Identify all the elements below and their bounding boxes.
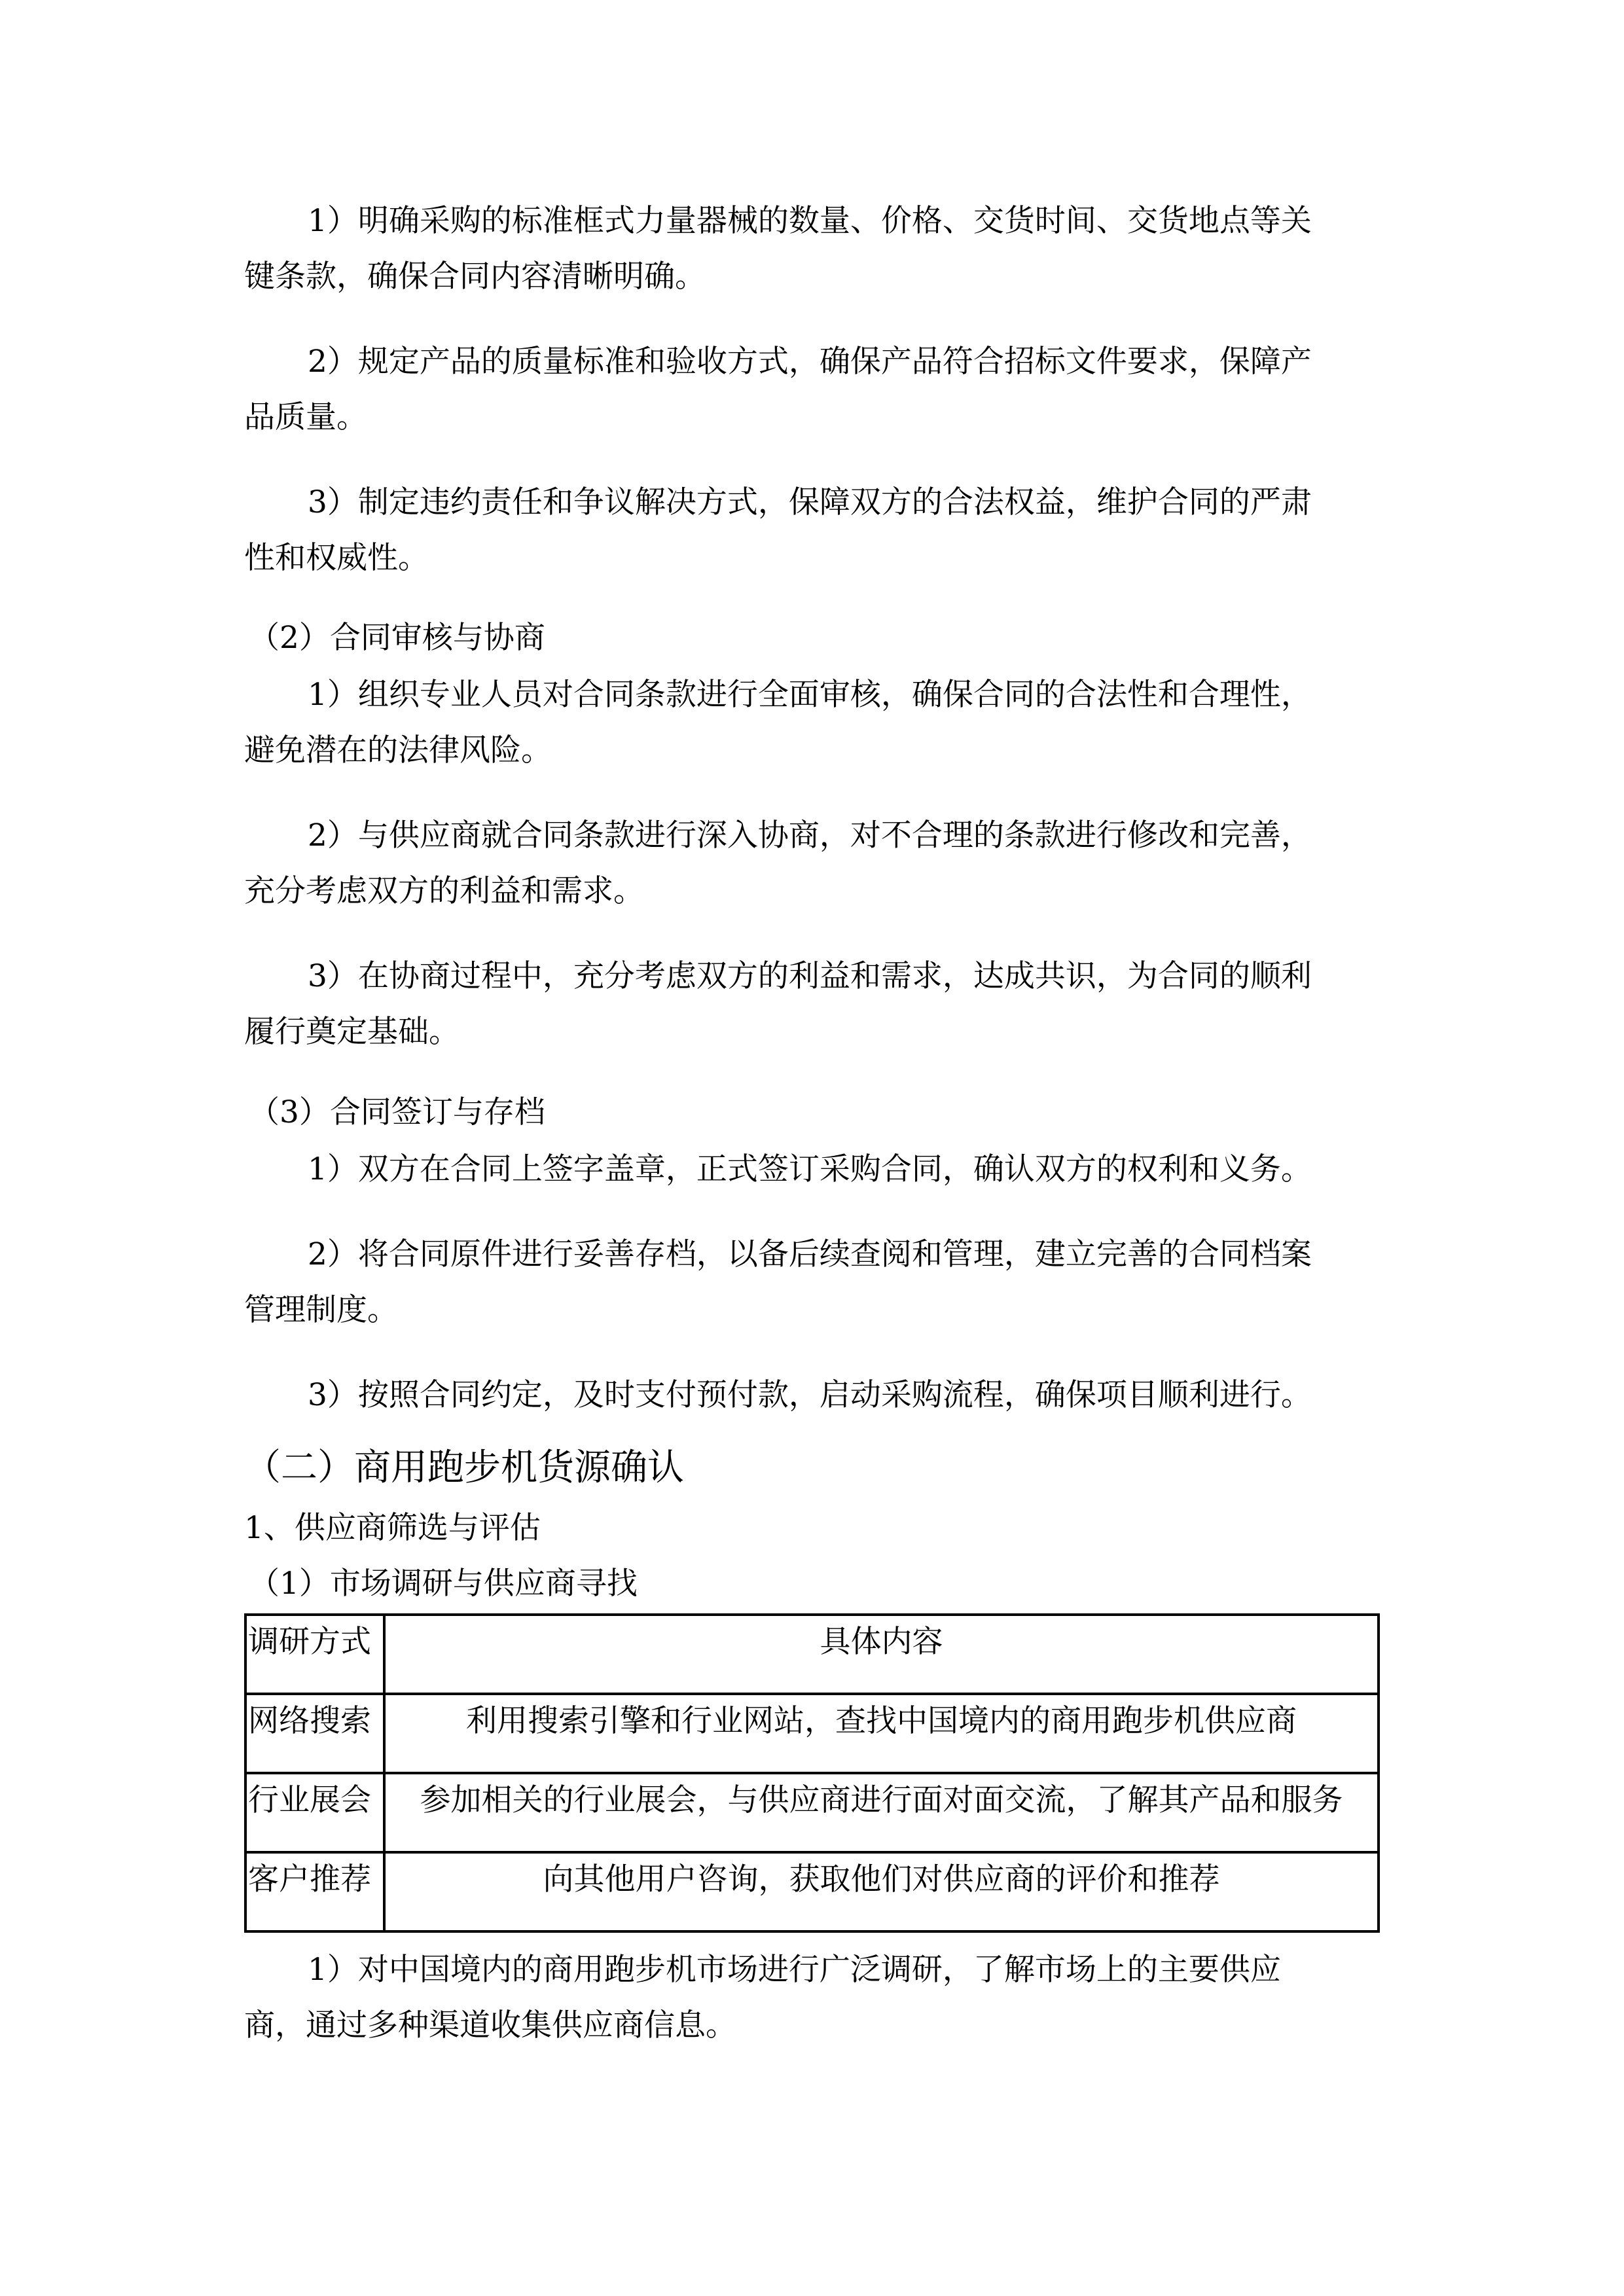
paragraph-line: 1）双方在合同上签字盖章，正式签订采购合同，确认双方的权利和义务。 — [308, 1151, 1312, 1187]
table-header-row — [245, 1615, 1379, 1694]
paragraph-line: 1）组织专业人员对合同条款进行全面审核，确保合同的合法性和合理性， — [308, 677, 1312, 713]
research-methods-table — [244, 1613, 1380, 1933]
paragraph-line: 商，通过多种渠道收集供应商信息。 — [244, 2007, 736, 2043]
paragraph-line: 3）按照合同约定，及时支付预付款，启动采购流程，确保项目顺利进行。 — [308, 1377, 1312, 1413]
paragraph-line: 充分考虑双方的利益和需求。 — [244, 873, 644, 909]
paragraph-line: 1）明确采购的标准框式力量器械的数量、价格、交货时间、交货地点等关 — [308, 203, 1312, 239]
paragraph-line: 2）将合同原件进行妥善存档，以备后续查阅和管理，建立完善的合同档案 — [308, 1236, 1312, 1272]
table-header-cell: 具体内容 — [384, 1615, 1379, 1694]
subsubsection-title: （1）市场调研与供应商寻找 — [249, 1566, 638, 1602]
table-cell: 行业展会 — [245, 1773, 384, 1852]
table-cell: 参加相关的行业展会，与供应商进行面对面交流，了解其产品和服务 — [384, 1773, 1379, 1852]
section-title: （二）商用跑步机货源确认 — [244, 1446, 684, 1489]
paragraph-line: 3）在协商过程中，充分考虑双方的利益和需求，达成共识，为合同的顺利 — [308, 958, 1312, 994]
table-cell: 网络搜索 — [245, 1694, 384, 1773]
section-heading-sign: （3）合同签订与存档 — [249, 1094, 545, 1130]
table-header-cell: 调研方式 — [245, 1615, 384, 1694]
subsection-title: 1、供应商筛选与评估 — [244, 1510, 541, 1546]
paragraph-line: 避免潜在的法律风险。 — [244, 732, 552, 768]
paragraph-line: 2）规定产品的质量标准和验收方式，确保产品符合招标文件要求，保障产 — [308, 344, 1312, 380]
paragraph-line: 3）制定违约责任和争议解决方式，保障双方的合法权益，维护合同的严肃 — [308, 484, 1312, 520]
section-heading-review: （2）合同审核与协商 — [249, 620, 545, 656]
table-row — [245, 1694, 1379, 1773]
table-row — [245, 1773, 1379, 1852]
table-cell: 向其他用户咨询，获取他们对供应商的评价和推荐 — [384, 1852, 1379, 1931]
paragraph-line: 品质量。 — [244, 399, 367, 435]
table-row — [245, 1852, 1379, 1931]
table-cell: 客户推荐 — [245, 1852, 384, 1931]
paragraph-line: 键条款，确保合同内容清晰明确。 — [244, 259, 706, 295]
table-cell: 利用搜索引擎和行业网站，查找中国境内的商用跑步机供应商 — [384, 1694, 1379, 1773]
paragraph-line: 2）与供应商就合同条款进行深入协商，对不合理的条款进行修改和完善， — [308, 817, 1312, 853]
paragraph-line: 管理制度。 — [244, 1292, 398, 1328]
paragraph-line: 履行奠定基础。 — [244, 1014, 460, 1050]
paragraph-line: 1）对中国境内的商用跑步机市场进行广泛调研，了解市场上的主要供应 — [308, 1952, 1281, 1988]
paragraph-line: 性和权威性。 — [244, 540, 429, 576]
